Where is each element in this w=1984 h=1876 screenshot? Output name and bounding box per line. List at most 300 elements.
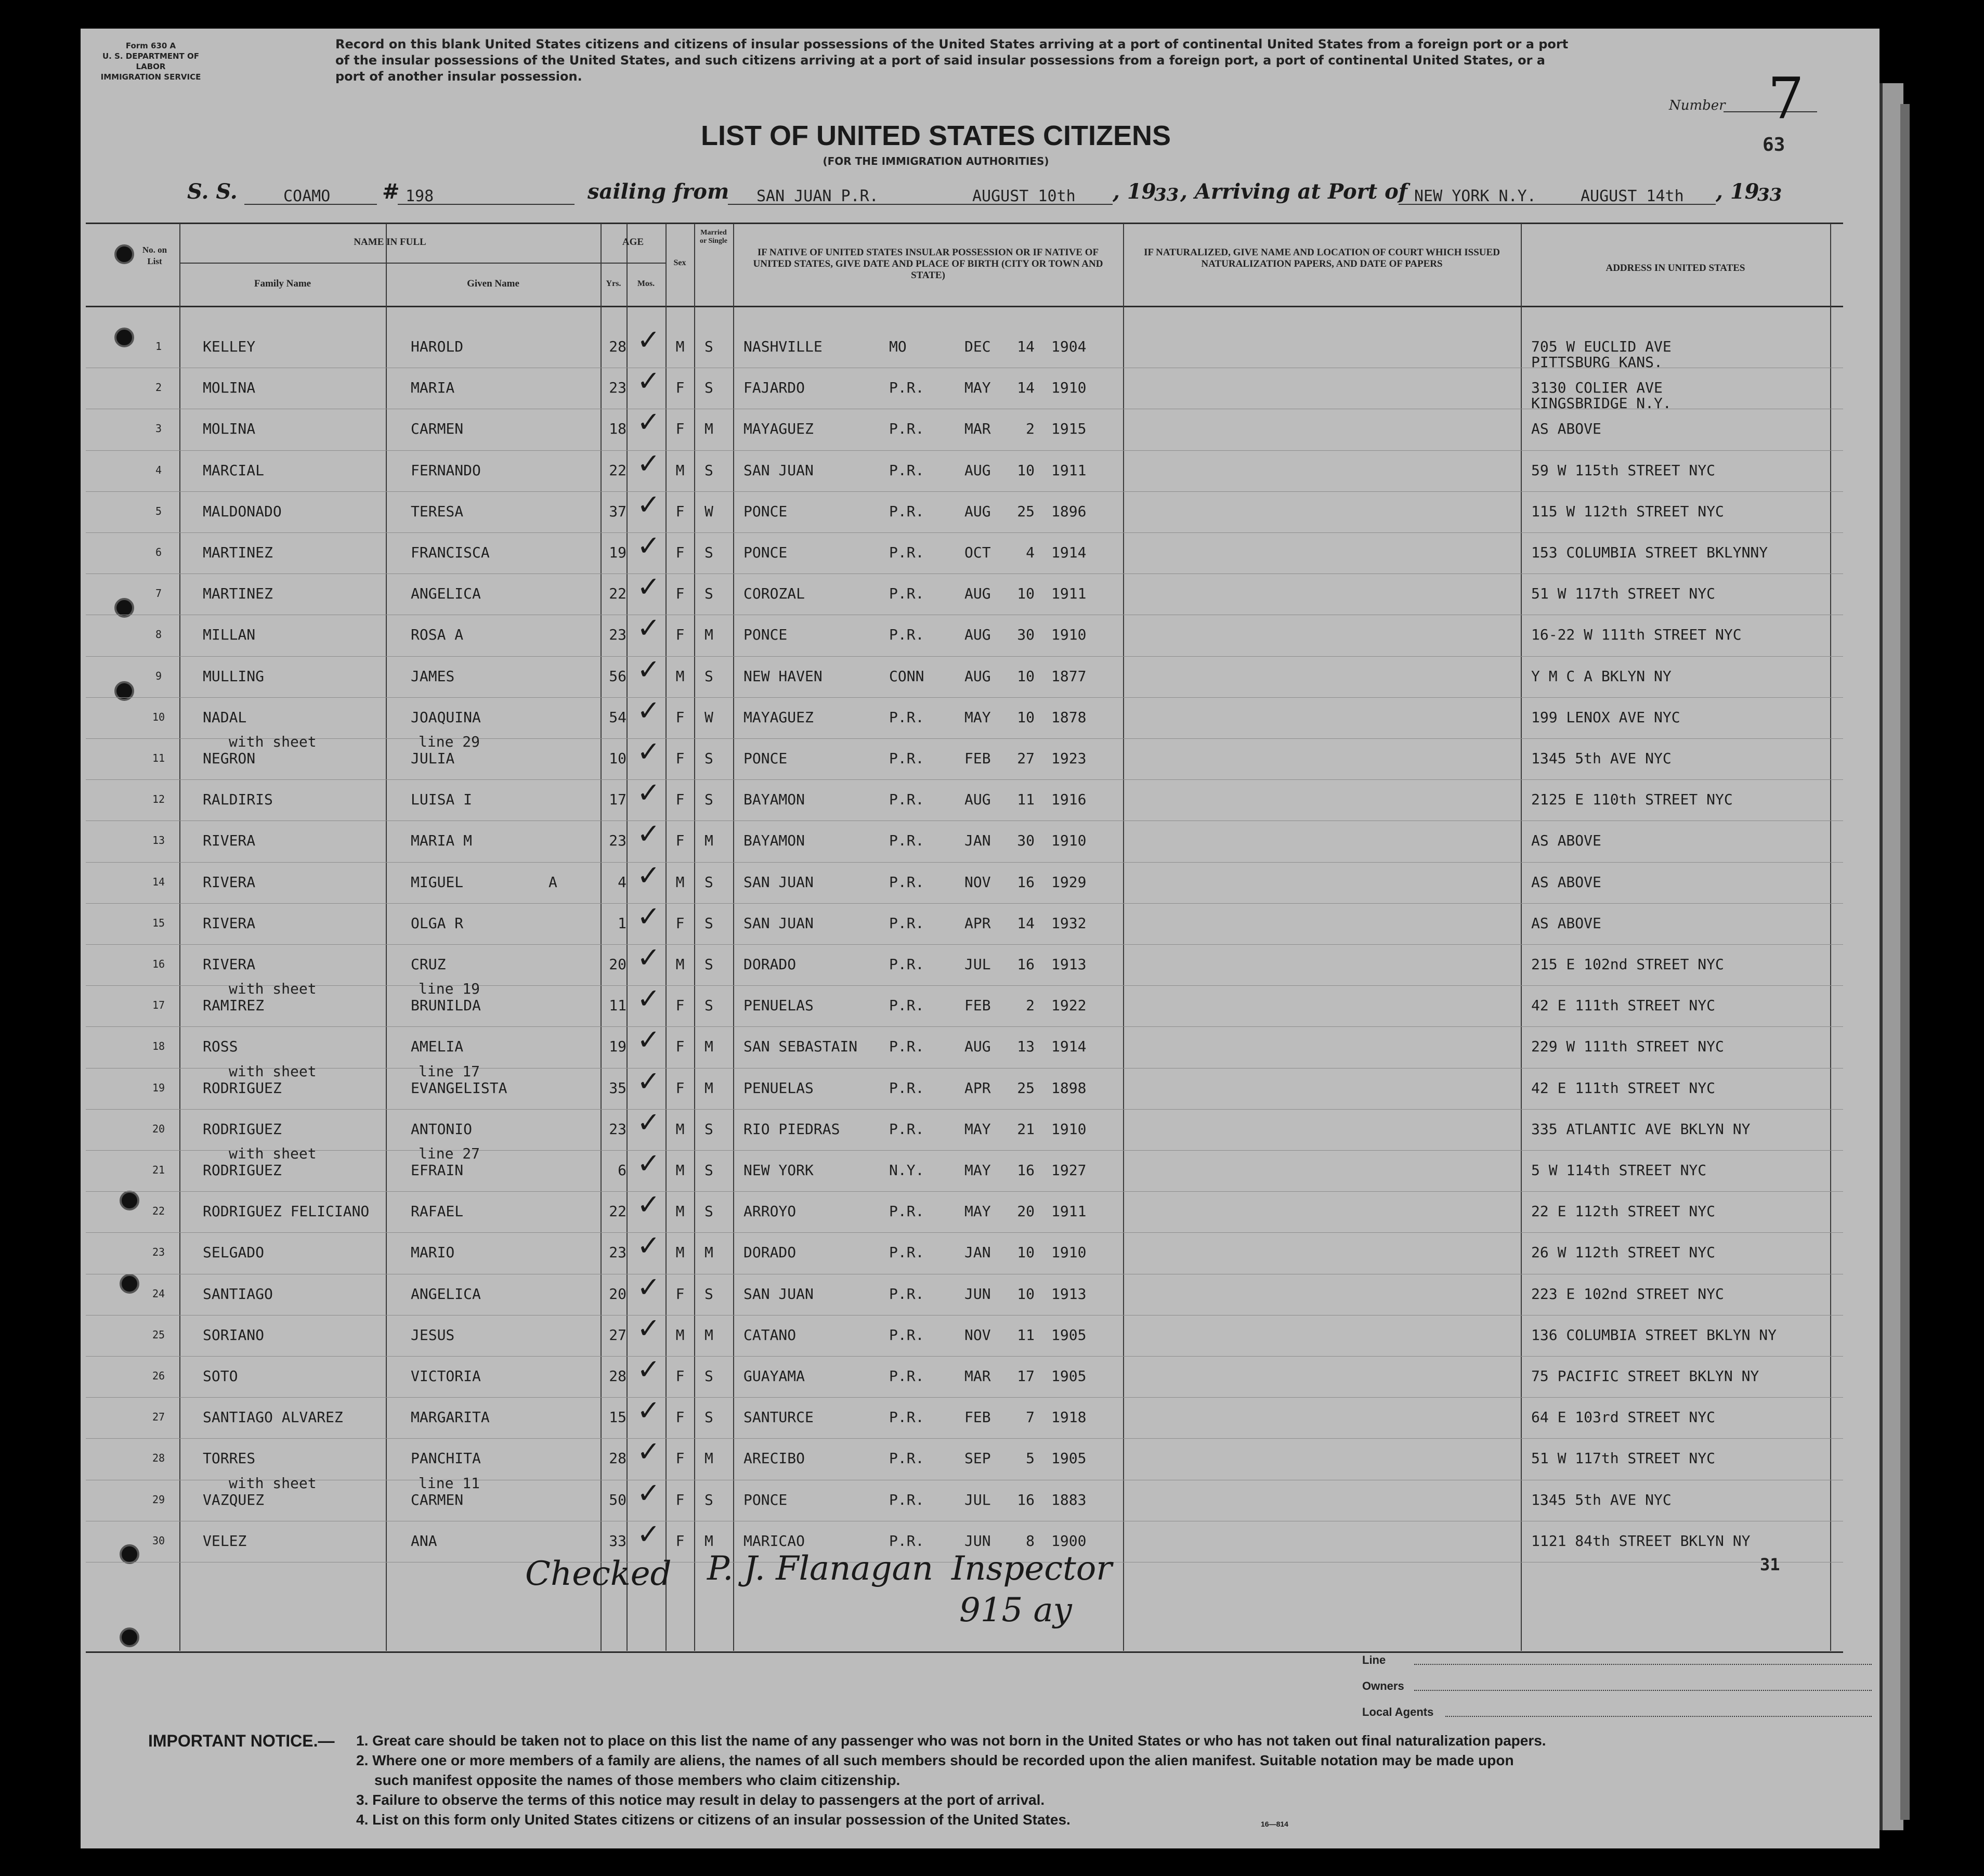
cell-month: JAN bbox=[964, 1244, 991, 1261]
check-mark-icon: ✓ bbox=[637, 1105, 661, 1139]
binding-hole bbox=[114, 681, 134, 701]
cell-sex: M bbox=[675, 1203, 685, 1220]
cell-given: EFRAIN bbox=[411, 1162, 464, 1179]
check-mark-icon: ✓ bbox=[637, 1188, 661, 1221]
cell-given: EVANGELISTA bbox=[411, 1079, 507, 1097]
cell-day: 10 bbox=[1017, 667, 1035, 685]
cell-address: 153 COLUMBIA STREET BKLYNNY bbox=[1531, 544, 1768, 561]
cell-year: 1911 bbox=[1051, 585, 1087, 603]
col-divider bbox=[733, 224, 734, 1651]
cell-address: 1345 5th AVE NYC bbox=[1531, 1491, 1672, 1508]
cell-given: FERNANDO bbox=[411, 461, 481, 479]
cell-month: APR bbox=[964, 1079, 991, 1097]
line-field bbox=[1414, 1664, 1872, 1665]
cell-given: ANGELICA bbox=[411, 585, 481, 603]
cell-family: MULLING bbox=[203, 667, 265, 685]
cell-state: P.R. bbox=[889, 1203, 924, 1220]
cell-address: AS ABOVE bbox=[1531, 420, 1601, 438]
row-rule bbox=[86, 1438, 1843, 1439]
cell-family: VAZQUEZ bbox=[203, 1491, 265, 1508]
cell-day: 10 bbox=[1017, 585, 1035, 603]
row-number: 21 bbox=[152, 1164, 165, 1176]
cell-year: 1911 bbox=[1051, 1203, 1087, 1220]
row-rule bbox=[86, 450, 1843, 451]
cell-city: FAJARDO bbox=[743, 379, 805, 397]
cell-age: 28 bbox=[609, 338, 626, 355]
cell-month: MAY bbox=[964, 708, 991, 726]
check-mark-icon: ✓ bbox=[637, 1229, 661, 1262]
cell-given: MARIA M bbox=[411, 832, 473, 850]
voyage-label: # bbox=[382, 179, 400, 204]
cell-ms: M bbox=[704, 1038, 713, 1056]
cell-ms: M bbox=[704, 420, 713, 438]
cell-family: MARTINEZ bbox=[203, 585, 273, 603]
cell-ms: S bbox=[704, 667, 713, 685]
cell-address-line2: PITTSBURG KANS. bbox=[1531, 354, 1663, 371]
cell-sex: M bbox=[675, 667, 685, 685]
voyage-number: 198 bbox=[406, 187, 434, 205]
row-number: 30 bbox=[152, 1534, 165, 1547]
cell-sex: F bbox=[675, 708, 685, 726]
cell-year: 1905 bbox=[1051, 1326, 1087, 1344]
cell-city: PONCE bbox=[743, 750, 788, 767]
cell-city: ARROYO bbox=[743, 1203, 797, 1220]
check-mark-icon: ✓ bbox=[637, 1311, 661, 1345]
cell-city: PONCE bbox=[743, 1491, 788, 1508]
cell-family: RIVERA bbox=[203, 914, 256, 932]
row-number: 7 bbox=[155, 587, 162, 600]
cell-day: 11 bbox=[1017, 791, 1035, 809]
cell-state: MO bbox=[889, 338, 907, 355]
cell-ms: S bbox=[704, 1162, 713, 1179]
cell-address: 5 W 114th STREET NYC bbox=[1531, 1162, 1707, 1179]
cell-address: 26 W 112th STREET NYC bbox=[1531, 1244, 1716, 1261]
cell-address: 42 E 111th STREET NYC bbox=[1531, 997, 1716, 1014]
cell-year: 1877 bbox=[1051, 667, 1087, 685]
cell-family: SANTIAGO ALVAREZ bbox=[203, 1409, 343, 1426]
cell-family: RIVERA bbox=[203, 832, 256, 850]
binding-hole bbox=[120, 1627, 139, 1647]
cell-age: 4 bbox=[618, 873, 626, 891]
row-number: 22 bbox=[152, 1205, 165, 1218]
page-edge-shadow bbox=[1900, 104, 1910, 1820]
cell-given: TERESA bbox=[411, 502, 464, 520]
local-agents-field bbox=[1445, 1716, 1872, 1717]
cell-age: 23 bbox=[609, 626, 626, 644]
cell-state: P.R. bbox=[889, 791, 924, 809]
row-number: 6 bbox=[155, 546, 162, 558]
cell-day: 10 bbox=[1017, 1285, 1035, 1302]
cell-address: 3130 COLIER AVE bbox=[1531, 379, 1663, 397]
inspector-title: Inspector bbox=[951, 1549, 1112, 1588]
cell-state: P.R. bbox=[889, 626, 924, 644]
cell-month: NOV bbox=[964, 1326, 991, 1344]
row-number: 8 bbox=[155, 628, 162, 641]
cell-day: 13 bbox=[1017, 1038, 1035, 1056]
cell-age: 23 bbox=[609, 1120, 626, 1138]
cell-address: AS ABOVE bbox=[1531, 873, 1601, 891]
check-mark-icon: ✓ bbox=[637, 1517, 661, 1551]
cell-sex: F bbox=[675, 379, 685, 397]
check-mark-icon: ✓ bbox=[637, 1435, 661, 1468]
cell-family: RODRIGUEZ bbox=[203, 1079, 282, 1097]
cell-sex: M bbox=[675, 338, 685, 355]
cell-city: PENUELAS bbox=[743, 1079, 814, 1097]
cell-city: ARECIBO bbox=[743, 1450, 805, 1467]
cell-year: 1914 bbox=[1051, 544, 1087, 561]
cell-address: 115 W 112th STREET NYC bbox=[1531, 502, 1724, 520]
cell-state: P.R. bbox=[889, 1038, 924, 1056]
row-number: 13 bbox=[152, 834, 165, 847]
cell-ms: W bbox=[704, 502, 713, 520]
cell-address: 136 COLUMBIA STREET BKLYN NY bbox=[1531, 1326, 1777, 1344]
cell-day: 14 bbox=[1017, 338, 1035, 355]
cell-given: VICTORIA bbox=[411, 1367, 481, 1385]
cell-family: MOLINA bbox=[203, 379, 256, 397]
cell-day: 8 bbox=[1026, 1532, 1035, 1549]
cell-age: 20 bbox=[609, 956, 626, 973]
arrival-underline bbox=[1399, 204, 1716, 205]
cell-month: MAR bbox=[964, 420, 991, 438]
cell-day: 21 bbox=[1017, 1120, 1035, 1138]
cell-month: AUG bbox=[964, 502, 991, 520]
cell-state: P.R. bbox=[889, 873, 924, 891]
cell-age: 50 bbox=[609, 1491, 626, 1508]
row-rule bbox=[86, 944, 1843, 945]
cell-year: 1900 bbox=[1051, 1532, 1087, 1549]
cell-day: 11 bbox=[1017, 1326, 1035, 1344]
cell-sex: F bbox=[675, 626, 685, 644]
ship-name: COAMO bbox=[283, 187, 331, 205]
check-mark-icon: ✓ bbox=[637, 941, 661, 974]
cell-month: JUN bbox=[964, 1532, 991, 1549]
cell-family: RODRIGUEZ FELICIANO bbox=[203, 1203, 370, 1220]
row-number: 26 bbox=[152, 1370, 165, 1382]
row-rule bbox=[86, 1068, 1843, 1069]
cell-year: 1913 bbox=[1051, 1285, 1087, 1302]
cell-address: AS ABOVE bbox=[1531, 914, 1601, 932]
cell-day: 30 bbox=[1017, 832, 1035, 850]
cell-day: 27 bbox=[1017, 750, 1035, 767]
cell-month: MAY bbox=[964, 1203, 991, 1220]
cell-age: 19 bbox=[609, 544, 626, 561]
cell-ms: S bbox=[704, 956, 713, 973]
cell-month: AUG bbox=[964, 626, 991, 644]
line-label: Line bbox=[1362, 1653, 1386, 1666]
cell-age: 23 bbox=[609, 379, 626, 397]
cell-city: BAYAMON bbox=[743, 791, 805, 809]
cell-given: JESUS bbox=[411, 1326, 455, 1344]
row-number: 19 bbox=[152, 1081, 165, 1094]
cell-month: SEP bbox=[964, 1450, 991, 1467]
cell-city: PONCE bbox=[743, 544, 788, 561]
cell-city: NASHVILLE bbox=[743, 338, 823, 355]
cell-address: 1121 84th STREET BKLYN NY bbox=[1531, 1532, 1751, 1549]
row-rule bbox=[86, 1232, 1843, 1233]
cell-ms: S bbox=[704, 461, 713, 479]
family-note: with sheet bbox=[229, 980, 317, 998]
notice-item-4: 4. List on this form only United States citizens or citizens of an insular possession of the United States. bbox=[356, 1812, 1071, 1828]
cell-address: 229 W 111th STREET NYC bbox=[1531, 1038, 1724, 1056]
cell-city: PONCE bbox=[743, 502, 788, 520]
cell-given-extra: A bbox=[549, 873, 557, 891]
cell-family: RIVERA bbox=[203, 956, 256, 973]
cell-day: 14 bbox=[1017, 914, 1035, 932]
cell-day: 5 bbox=[1026, 1450, 1035, 1467]
cell-age: 37 bbox=[609, 502, 626, 520]
number-label: Number bbox=[1669, 98, 1726, 113]
cell-state: P.R. bbox=[889, 708, 924, 726]
cell-year: 1918 bbox=[1051, 1409, 1087, 1426]
cell-ms: S bbox=[704, 914, 713, 932]
cell-family: NEGRON bbox=[203, 750, 256, 767]
cell-address: 199 LENOX AVE NYC bbox=[1531, 708, 1680, 726]
cell-city: NEW HAVEN bbox=[743, 667, 823, 685]
notice-item-2: 2. Where one or more members of a family are aliens, the names of all such members should be recorded upon the alien manifest. Suitable notation may be made upon bbox=[356, 1752, 1514, 1768]
cell-ms: S bbox=[704, 1120, 713, 1138]
form-number: Form 630 A bbox=[125, 41, 176, 50]
cell-ms: S bbox=[704, 1367, 713, 1385]
cell-address: 705 W EUCLID AVE bbox=[1531, 338, 1672, 355]
row-rule bbox=[86, 738, 1843, 739]
row-rule bbox=[86, 1191, 1843, 1192]
service: IMMIGRATION SERVICE bbox=[100, 72, 201, 82]
header-age: AGE bbox=[622, 237, 644, 247]
cell-age: 10 bbox=[609, 750, 626, 767]
row-number: 11 bbox=[152, 752, 165, 764]
cell-year: 1910 bbox=[1051, 1244, 1087, 1261]
cell-day: 25 bbox=[1017, 1079, 1035, 1097]
header-birth: IF NATIVE OF UNITED STATES INSULAR POSSESSION OR IF NATIVE OF UNITED STATES, GIVE DATE AND PLACE OF BIRTH (CITY OR TOWN AND STATE) bbox=[753, 247, 1103, 281]
cell-family: VELEZ bbox=[203, 1532, 247, 1549]
cell-state: P.R. bbox=[889, 544, 924, 561]
cell-family: RODRIGUEZ bbox=[203, 1162, 282, 1179]
cell-year: 1904 bbox=[1051, 338, 1087, 355]
cell-state: P.R. bbox=[889, 1532, 924, 1549]
cell-ms: M bbox=[704, 626, 713, 644]
row-number: 1 bbox=[155, 340, 162, 353]
cell-sex: F bbox=[675, 914, 685, 932]
cell-month: MAR bbox=[964, 1367, 991, 1385]
year-prefix: , 19 bbox=[1113, 179, 1156, 204]
cell-day: 16 bbox=[1017, 873, 1035, 891]
cell-age: 6 bbox=[618, 1162, 626, 1179]
cell-year: 1910 bbox=[1051, 832, 1087, 850]
cell-city: SAN JUAN bbox=[743, 914, 814, 932]
binding-hole bbox=[120, 1274, 139, 1294]
cell-age: 20 bbox=[609, 1285, 626, 1302]
page-subtitle: (FOR THE IMMIGRATION AUTHORITIES) bbox=[823, 155, 1049, 167]
cell-year: 1929 bbox=[1051, 873, 1087, 891]
cell-given: CARMEN bbox=[411, 420, 464, 438]
cell-given: JAMES bbox=[411, 667, 455, 685]
cell-sex: M bbox=[675, 1120, 685, 1138]
form-number-block bbox=[99, 41, 203, 82]
cell-month: MAY bbox=[964, 1120, 991, 1138]
cell-year: 1883 bbox=[1051, 1491, 1087, 1508]
cell-city: PENUELAS bbox=[743, 997, 814, 1014]
row-rule bbox=[86, 532, 1843, 533]
check-mark-icon: ✓ bbox=[637, 817, 661, 851]
page-title: LIST OF UNITED STATES CITIZENS bbox=[701, 120, 1171, 151]
cell-month: FEB bbox=[964, 997, 991, 1014]
cell-day: 30 bbox=[1017, 626, 1035, 644]
cell-address: 51 W 117th STREET NYC bbox=[1531, 585, 1716, 603]
cell-family: KELLEY bbox=[203, 338, 256, 355]
cell-ms: S bbox=[704, 997, 713, 1014]
department: U. S. DEPARTMENT OF LABOR bbox=[102, 51, 200, 71]
header-naturalized: IF NATURALIZED, GIVE NAME AND LOCATION OF COURT WHICH ISSUED NATURALIZATION PAPERS, AND DATE OF PAPERS bbox=[1144, 247, 1500, 269]
from-port: SAN JUAN P.R. bbox=[756, 187, 879, 205]
cell-given: MARIA bbox=[411, 379, 455, 397]
family-note-line: line 17 bbox=[419, 1062, 480, 1080]
cell-year: 1905 bbox=[1051, 1450, 1087, 1467]
depart-date: AUGUST 10th bbox=[972, 187, 1076, 205]
cell-state: P.R. bbox=[889, 379, 924, 397]
cell-sex: M bbox=[675, 461, 685, 479]
row-number: 25 bbox=[152, 1328, 165, 1341]
cell-year: 1910 bbox=[1051, 379, 1087, 397]
cell-year: 1910 bbox=[1051, 1120, 1087, 1138]
cell-year: 1911 bbox=[1051, 461, 1087, 479]
check-mark-icon: ✓ bbox=[637, 529, 661, 562]
cell-state: P.R. bbox=[889, 750, 924, 767]
cell-ms: M bbox=[704, 1450, 713, 1467]
check-mark-icon: ✓ bbox=[637, 653, 661, 686]
cell-ms: S bbox=[704, 750, 713, 767]
cell-family: MILLAN bbox=[203, 626, 256, 644]
family-note-line: line 27 bbox=[419, 1145, 480, 1162]
cell-city: COROZAL bbox=[743, 585, 805, 603]
family-note-line: line 29 bbox=[419, 733, 480, 750]
cell-day: 10 bbox=[1017, 461, 1035, 479]
check-mark-icon: ✓ bbox=[637, 1147, 661, 1180]
cell-sex: F bbox=[675, 1367, 685, 1385]
sailing-label: sailing from bbox=[588, 179, 729, 204]
cell-sex: F bbox=[675, 1409, 685, 1426]
cell-age: 15 bbox=[609, 1409, 626, 1426]
cell-address-line2: KINGSBRIDGE N.Y. bbox=[1531, 395, 1672, 412]
cell-given: CRUZ bbox=[411, 956, 446, 973]
cell-family: RALDIRIS bbox=[203, 791, 273, 809]
cell-given: MIGUEL bbox=[411, 873, 464, 891]
check-mark-icon: ✓ bbox=[637, 694, 661, 727]
cell-ms: S bbox=[704, 873, 713, 891]
check-mark-icon: ✓ bbox=[637, 1023, 661, 1057]
print-code: 16—814 bbox=[1261, 1820, 1288, 1828]
arrive-port: NEW YORK N.Y. bbox=[1414, 187, 1536, 205]
cell-family: TORRES bbox=[203, 1450, 256, 1467]
cell-month: AUG bbox=[964, 585, 991, 603]
cell-age: 17 bbox=[609, 791, 626, 809]
cell-address: 59 W 115th STREET NYC bbox=[1531, 461, 1716, 479]
cell-month: FEB bbox=[964, 750, 991, 767]
row-number: 3 bbox=[155, 422, 162, 435]
sheet-number: 63 bbox=[1763, 134, 1785, 155]
cell-year: 1922 bbox=[1051, 997, 1087, 1014]
cell-family: MARTINEZ bbox=[203, 544, 273, 561]
cell-address: 335 ATLANTIC AVE BKLYN NY bbox=[1531, 1120, 1751, 1138]
cell-city: MARICAO bbox=[743, 1532, 805, 1549]
cell-city: SAN SEBASTAIN bbox=[743, 1038, 858, 1056]
cell-state: P.R. bbox=[889, 1244, 924, 1261]
row-rule bbox=[86, 697, 1843, 698]
cell-ms: M bbox=[704, 1532, 713, 1549]
col-divider bbox=[1123, 224, 1124, 1651]
cell-city: GUAYAMA bbox=[743, 1367, 805, 1385]
cell-year: 1932 bbox=[1051, 914, 1087, 932]
cell-age: 28 bbox=[609, 1367, 626, 1385]
cell-state: P.R. bbox=[889, 1079, 924, 1097]
row-number: 10 bbox=[152, 710, 165, 723]
cell-sex: M bbox=[675, 1162, 685, 1179]
cell-address: Y M C A BKLYN NY bbox=[1531, 667, 1672, 685]
cell-age: 22 bbox=[609, 461, 626, 479]
col-divider bbox=[626, 224, 628, 1651]
check-mark-icon: ✓ bbox=[637, 406, 661, 439]
cell-family: RIVERA bbox=[203, 873, 256, 891]
col-divider bbox=[601, 224, 602, 1651]
cell-city: SAN JUAN bbox=[743, 873, 814, 891]
cell-sex: F bbox=[675, 1079, 685, 1097]
header-given-name: Given Name bbox=[467, 278, 519, 289]
check-mark-icon: ✓ bbox=[637, 900, 661, 933]
cell-age: 33 bbox=[609, 1532, 626, 1549]
check-mark-icon: ✓ bbox=[637, 1064, 661, 1098]
arrive-date: AUGUST 14th bbox=[1581, 187, 1684, 205]
col-divider bbox=[665, 224, 667, 1651]
cell-ms: M bbox=[704, 1079, 713, 1097]
cell-age: 18 bbox=[609, 420, 626, 438]
cell-family: MARCIAL bbox=[203, 461, 265, 479]
cell-family: SOTO bbox=[203, 1367, 238, 1385]
notice-item-3: 3. Failure to observe the terms of this notice may result in delay to passengers at the port of arrival. bbox=[356, 1792, 1045, 1808]
header-name-in-full: NAME IN FULL bbox=[354, 237, 426, 247]
cell-year: 1914 bbox=[1051, 1038, 1087, 1056]
row-number: 29 bbox=[152, 1493, 165, 1506]
cell-month: APR bbox=[964, 914, 991, 932]
row-number: 28 bbox=[152, 1452, 165, 1465]
cell-ms: S bbox=[704, 379, 713, 397]
cell-given: ROSA A bbox=[411, 626, 464, 644]
cell-year: 1923 bbox=[1051, 750, 1087, 767]
cell-state: P.R. bbox=[889, 997, 924, 1014]
binding-hole bbox=[120, 1191, 139, 1210]
cell-month: JUL bbox=[964, 1491, 991, 1508]
cell-day: 14 bbox=[1017, 379, 1035, 397]
cell-given: MARIO bbox=[411, 1244, 455, 1261]
cell-sex: M bbox=[675, 1326, 685, 1344]
cell-day: 2 bbox=[1026, 997, 1035, 1014]
row-number: 14 bbox=[152, 875, 165, 888]
cell-age: 23 bbox=[609, 832, 626, 850]
row-rule bbox=[86, 1397, 1843, 1398]
cell-family: NADAL bbox=[203, 708, 247, 726]
binding-hole bbox=[120, 1544, 139, 1564]
row-number: 18 bbox=[152, 1040, 165, 1053]
cell-month: JAN bbox=[964, 832, 991, 850]
cell-state: P.R. bbox=[889, 420, 924, 438]
cell-state: P.R. bbox=[889, 585, 924, 603]
cell-address: 22 E 112th STREET NYC bbox=[1531, 1203, 1716, 1220]
family-note: with sheet bbox=[229, 1062, 317, 1080]
row-number: 2 bbox=[155, 381, 162, 394]
check-mark-icon: ✓ bbox=[637, 1476, 661, 1509]
row-rule bbox=[86, 903, 1843, 904]
cell-sex: F bbox=[675, 502, 685, 520]
cell-month: DEC bbox=[964, 338, 991, 355]
handwritten-number: 7 bbox=[1768, 65, 1804, 132]
